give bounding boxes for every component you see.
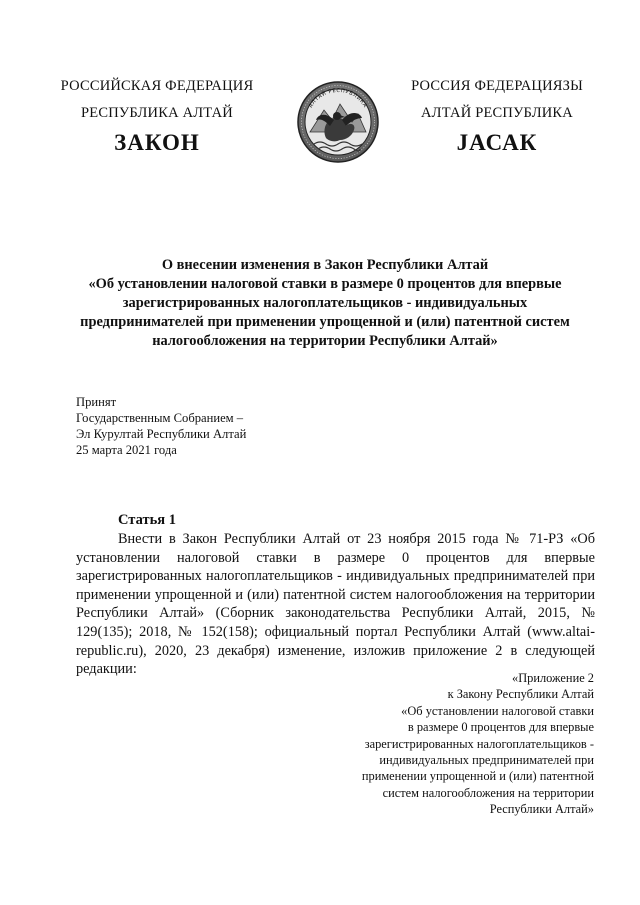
title-line: «Об установлении налоговой ставки в размере 0 процентов для впервые [88,276,562,292]
adopted-line: Принят [76,395,117,409]
appendix-line: «Приложение 2 [512,671,594,685]
adoption-info [76,394,246,458]
appendix-header [362,670,594,818]
header-right-republic: АЛТАЙ РЕСПУБЛИКА [421,105,573,121]
appendix-line: зарегистрированных налогоплательщиков - [364,736,594,751]
appendix-line: индивидуальных предпринимателей при [379,753,594,768]
appendix-line: систем налогообложения на территории [382,785,594,800]
article-heading: Статья 1 [118,512,176,528]
title-line: зарегистрированных налогоплательщиков - индивидуальных [122,295,528,311]
adopted-line: Эл Курултай Республики Алтай [76,427,247,441]
appendix-line: к Закону Республики Алтай [447,687,594,702]
adoption-date: 25 марта 2021 года [76,443,177,457]
appendix-line: применении упрощенной и (или) патентной [361,769,594,784]
header-left-country: РОССИЙСКАЯ ФЕДЕРАЦИЯ [60,78,254,94]
header-right-doc-type: JАСАК [456,130,538,155]
svg-text:АЛТАЙ РЕСПУБЛИКА: АЛТАЙ РЕСПУБЛИКА [307,87,369,110]
appendix-line: Республики Алтай» [489,802,594,817]
article-body [76,530,595,679]
adopted-line: Государственным Собранием – [76,411,244,425]
republic-emblem-icon [296,80,380,164]
header-right [392,78,602,156]
header-left [52,78,262,156]
title-line: О внесении изменения в Закон Республики Алтай [161,257,489,273]
header-right-country: РОССИЯ ФЕДЕРАЦИЯЗЫ [411,78,583,94]
article-text: Внести в Закон Республики Алтай от 23 ноября 2015 года № 71-РЗ «Об установлении налоговой ставки в размере 0 процентов для впервые зарегистрированных налогоплательщиков - индивидуальных предпринимателей при применении упрощенной и (или) патентной систем налогообложения на территории Республики Алтай» (Сборник законодательства Республики Алтай, 2015, № 129(135); 2018, № 152(158); официальный портал Республики Алтай (www.altai-republic.ru), 2020, 23 декабря) изменение, изложив приложение 2 в следующей редакции: [76,531,595,678]
appendix-line: «Об установлении налоговой ставки [401,703,594,718]
header-left-republic: РЕСПУБЛИКА АЛТАЙ [81,105,233,121]
law-title [60,256,590,351]
title-line: налогообложения на территории Республики Алтай» [152,333,498,349]
title-line: предпринимателей при применении упрощенной и (или) патентной систем [80,314,570,330]
header-left-doc-type: ЗАКОН [114,130,200,155]
appendix-line: в размере 0 процентов для впервые [407,720,594,735]
